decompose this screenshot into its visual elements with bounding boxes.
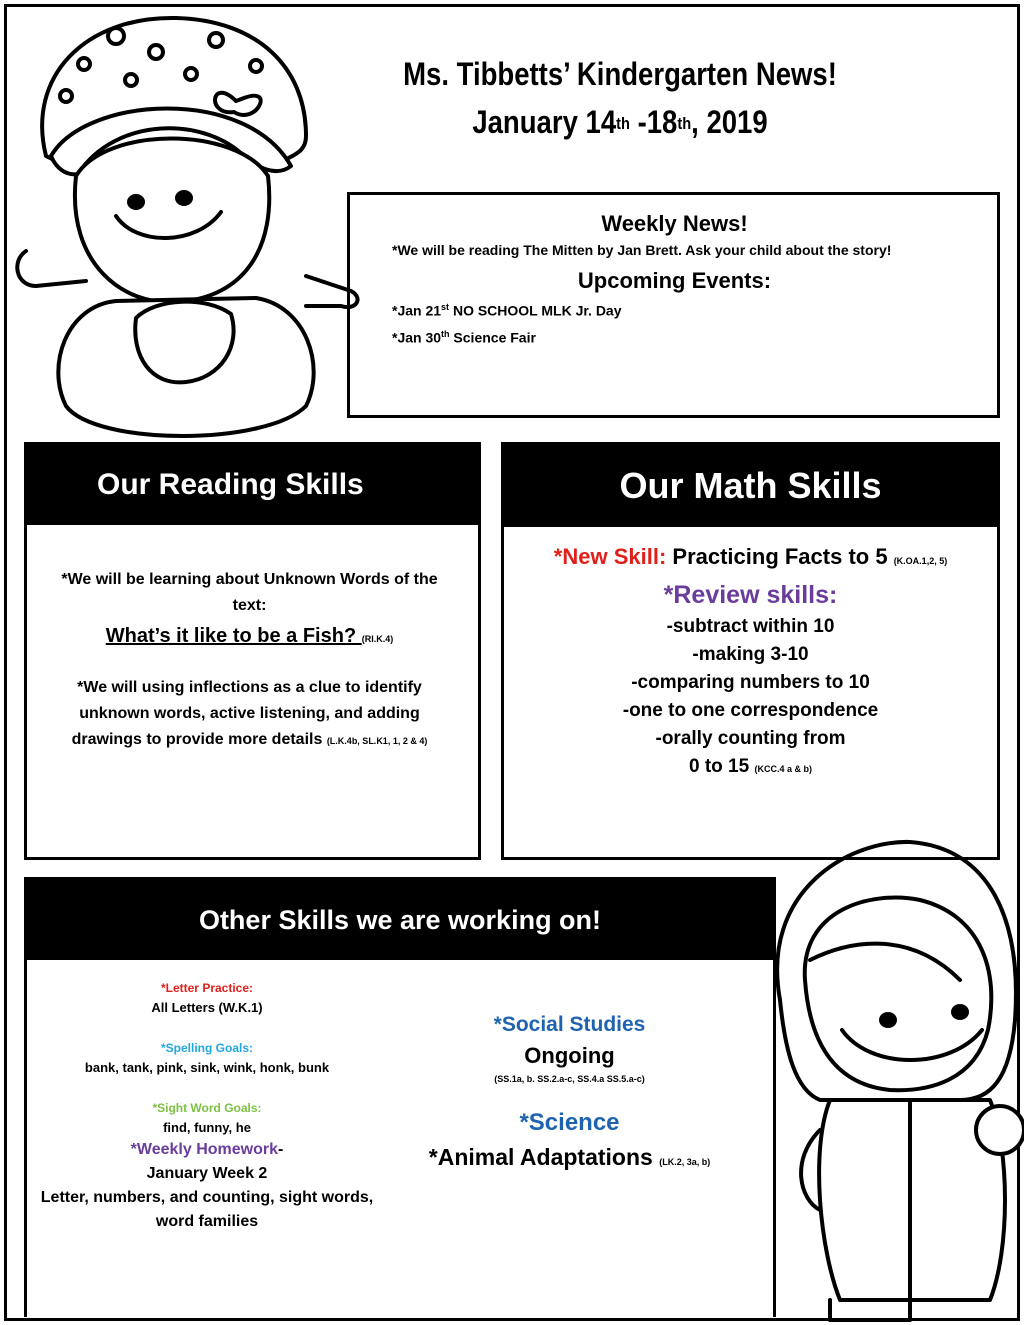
list-item: -subtract within 10 bbox=[666, 616, 835, 637]
title-line-2: January 14th -18th, 2019 bbox=[472, 104, 768, 140]
reading-skills-body bbox=[27, 525, 478, 754]
boy-illustration bbox=[760, 830, 1024, 1325]
other-skills-heading: Other Skills we are working on! bbox=[27, 880, 773, 960]
social-studies-text: Ongoing bbox=[524, 1043, 615, 1068]
event-item: *Jan 21st NO SCHOOL MLK Jr. Day bbox=[392, 302, 622, 319]
event-item: *Jan 30th Science Fair bbox=[392, 328, 536, 346]
reading-intro: *We will be learning about Unknown Words of the text: bbox=[61, 571, 438, 614]
science-label: *Science bbox=[519, 1109, 620, 1136]
weekly-news-box bbox=[347, 192, 1000, 418]
upcoming-events-heading: Upcoming Events: bbox=[577, 268, 772, 293]
social-studies-label: *Social Studies bbox=[493, 1013, 646, 1036]
weekly-homework-week: January Week 2 bbox=[146, 1165, 268, 1182]
reading-skills-panel bbox=[24, 442, 481, 860]
list-item: -comparing numbers to 10 bbox=[631, 672, 870, 693]
weekly-homework-label: *Weekly Homework- bbox=[130, 1141, 284, 1158]
list-item: -one to one correspondence bbox=[622, 700, 879, 721]
letter-practice-label: *Letter Practice: bbox=[160, 981, 254, 995]
weekly-news-heading: Weekly News! bbox=[601, 211, 748, 236]
title-line-1: Ms. Tibbetts’ Kindergarten News! bbox=[403, 56, 837, 92]
reading-skills-heading: Our Reading Skills bbox=[27, 445, 478, 525]
other-skills-panel bbox=[24, 877, 776, 1317]
girl-illustration bbox=[6, 6, 366, 446]
spelling-goals-text: bank, tank, pink, sink, wink, honk, bunk bbox=[84, 1060, 330, 1075]
math-skills-panel bbox=[501, 442, 1000, 860]
math-review-label: *Review skills: bbox=[663, 581, 838, 609]
sight-word-text: find, funny, he bbox=[163, 1120, 251, 1135]
other-skills-left-column bbox=[37, 978, 377, 1234]
letter-practice-text: All Letters (W.K.1) bbox=[151, 1000, 263, 1015]
list-item: 0 to 15 (KCC.4 a & b) bbox=[689, 756, 812, 777]
social-studies-standards: (SS.1a, b. SS.2.a-c, SS.4.a SS.5.a-c) bbox=[494, 1074, 645, 1084]
list-item: -making 3-10 bbox=[692, 644, 809, 665]
weekly-homework-text: Letter, numbers, and counting, sight words, word families bbox=[40, 1189, 374, 1230]
math-skills-body bbox=[504, 527, 997, 783]
reading-book-title: What’s it like to be a Fish? (RI.K.4) bbox=[105, 625, 394, 647]
math-new-skill: *New Skill: Practicing Facts to 5 (K.OA.1,2, 5) bbox=[553, 544, 948, 569]
reading-inflections: *We will using inflections as a clue to identify unknown words, active listening, and adding drawings to provide more details (L.K.4b, SL.K1, 1, 2 & 4) bbox=[71, 679, 428, 748]
other-skills-right-column bbox=[397, 1010, 742, 1179]
list-item: -orally counting from bbox=[655, 728, 846, 749]
spelling-goals-label: *Spelling Goals: bbox=[160, 1041, 253, 1055]
math-skills-heading: Our Math Skills bbox=[504, 445, 997, 527]
weekly-news-text: *We will be reading The Mitten by Jan Brett. Ask your child about the story! bbox=[392, 242, 892, 258]
page-title bbox=[345, 50, 895, 146]
sight-word-label: *Sight Word Goals: bbox=[152, 1101, 262, 1115]
science-text: *Animal Adaptations (LK.2, 3a, b) bbox=[428, 1144, 711, 1170]
